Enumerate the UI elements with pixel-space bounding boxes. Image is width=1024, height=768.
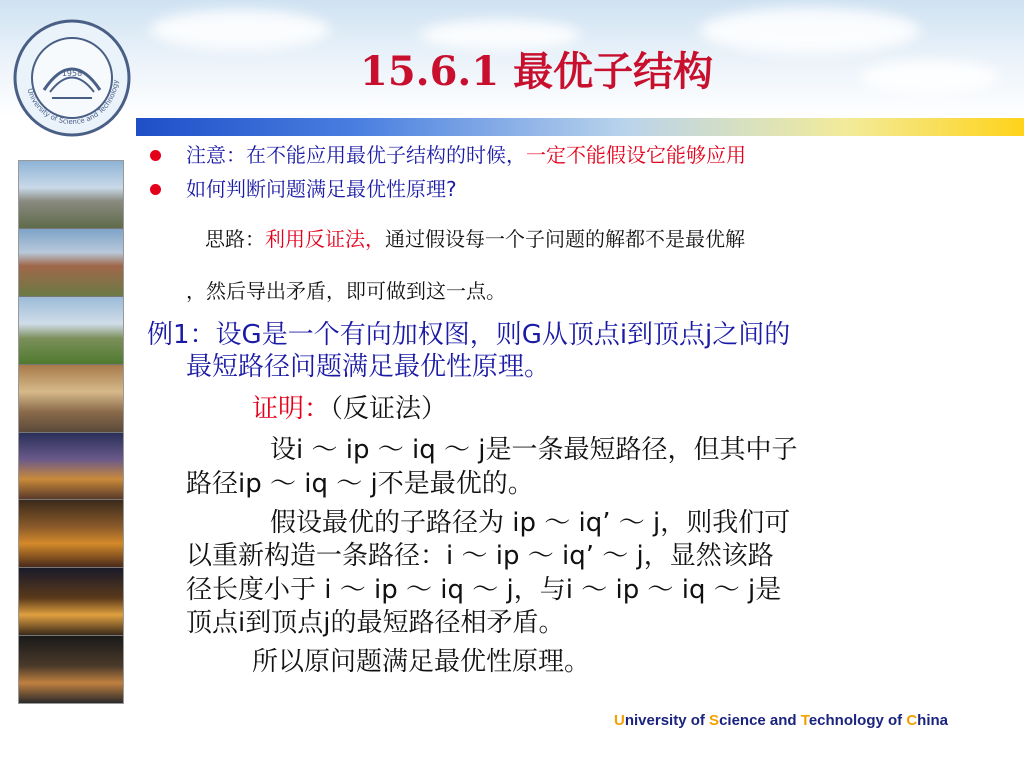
example-line: 例1：设G是一个有向加权图，则G从顶点i到顶点j之间的 — [147, 320, 791, 350]
approach-line-2: ，然后导出矛盾，即可做到这一点。 — [186, 279, 506, 303]
proof-line: 设i ～ ip ～ iq ～ j是一条最短路径，但其中子 — [270, 435, 798, 465]
approach-text: 通过假设每一个子问题的解都不是最优解 — [385, 227, 745, 251]
bullet-dot-icon — [150, 150, 161, 161]
proof-heading — [252, 393, 447, 425]
slide-title: 15.6.1 最优子结构 — [360, 48, 714, 95]
example-line: 最短路径问题满足最优性原理。 — [186, 352, 551, 382]
proof-line: 以重新构造一条路径：i ～ ip ～ iq’ ～ j，显然该路 — [186, 541, 774, 571]
logo-year: 1958 — [61, 69, 83, 78]
proof-label: 证明： — [252, 394, 331, 424]
bullet-text: 注意：在不能应用最优子结构的时候， — [186, 143, 526, 167]
footer-university-name: University of Science and Technology of China — [614, 712, 949, 729]
proof-method: （反证法） — [330, 394, 448, 424]
approach-label: 思路： — [205, 227, 265, 251]
proof-line: 假设最优的子路径为 ip ～ iq’ ～ j，则我们可 — [270, 508, 791, 538]
proof-line: 路径ip ～ iq ～ j不是最优的。 — [186, 469, 534, 499]
bullet-highlight: 一定不能假设它能够应用 — [526, 143, 746, 167]
proof-line: 顶点i到顶点j的最短路径相矛盾。 — [186, 608, 565, 638]
logo-text: University of Science and Technology — [25, 79, 121, 127]
proof-line: 径长度小于 i ～ ip ～ iq ～ j，与i ～ ip ～ iq ～ j是 — [186, 575, 782, 605]
approach-method: 利用反证法， — [265, 227, 385, 251]
approach-line — [205, 225, 745, 253]
bullet-text: 如何判断问题满足最优性原理? — [186, 177, 457, 201]
bullet-dot-icon — [150, 184, 161, 195]
proof-conclusion: 所以原问题满足最优性原理。 — [252, 647, 591, 677]
